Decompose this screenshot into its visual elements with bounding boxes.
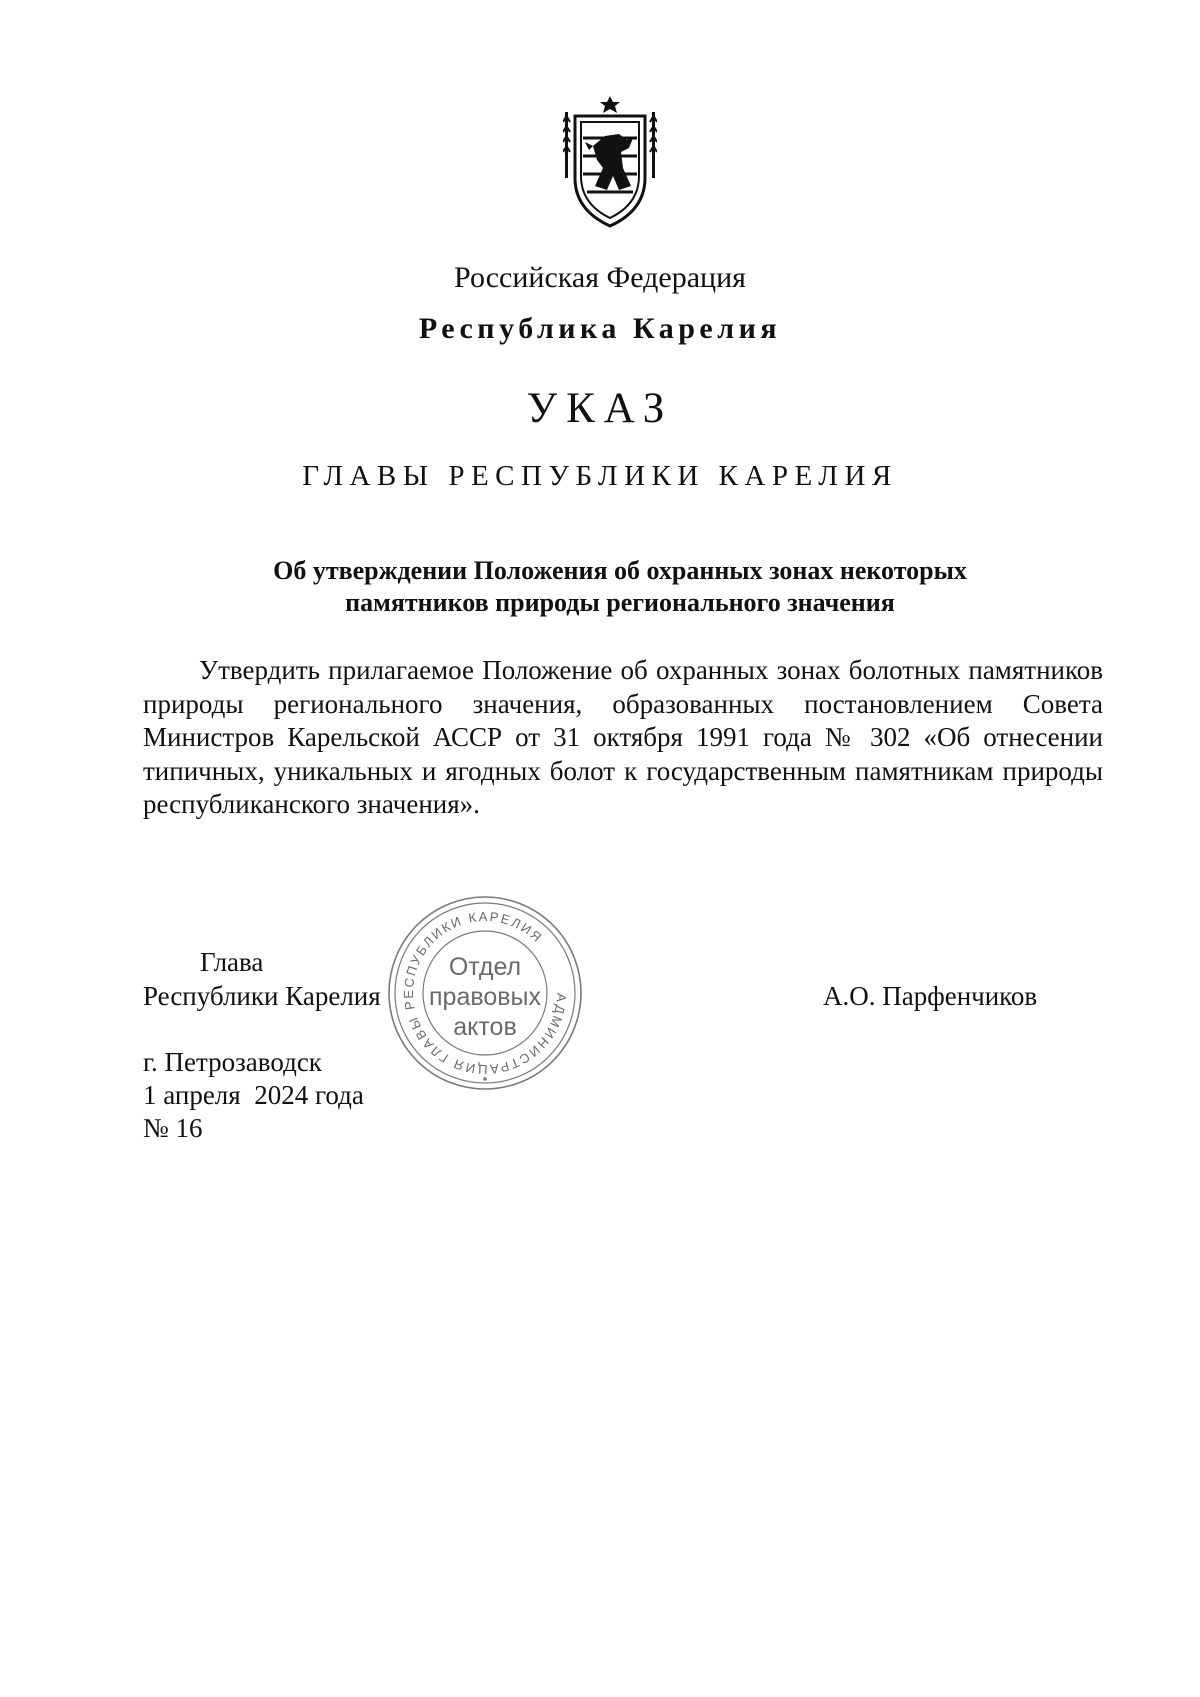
karelia-coat-of-arms-icon: [563, 94, 657, 228]
official-stamp: [385, 893, 585, 1093]
stamp-center-text: Отдел: [448, 953, 522, 981]
document-title-line: памятников природы регионального значения: [345, 588, 895, 617]
issue-date: 1 апреля 2024 года: [143, 1080, 364, 1110]
body-paragraph: Утвердить прилагаемое Положение об охранных зонах болотных памятников природы регионального значения, образованных постановлением Совета Министров Карельской АССР от 31 октября 1991 года № 302 «Об отнесении типичных, уникальных и ягодных болот к государственным памятникам природы республиканского значения».: [143, 655, 1103, 820]
stamp-center-text: правовых: [429, 983, 541, 1011]
country-name: Российская Федерация: [454, 261, 746, 294]
document-title-line: Об утверждении Положения об охранных зонах некоторых: [273, 556, 967, 585]
region-name: Республика Карелия: [418, 312, 782, 345]
stamp-center-text: актов: [453, 1013, 517, 1041]
stamp-dot-icon: [483, 1077, 487, 1081]
signatory-name: А.О. Парфенчиков: [823, 981, 1038, 1011]
document-type: УКАЗ: [526, 385, 674, 432]
issue-place: г. Петрозаводск: [143, 1047, 322, 1077]
document-title: [140, 555, 1100, 619]
document-issuer: ГЛАВЫ РЕСПУБЛИКИ КАРЕЛИЯ: [302, 460, 898, 492]
signatory-role-region: Республики Карелия: [143, 981, 381, 1011]
signatory-role: Глава: [200, 947, 264, 977]
document-number: № 16: [143, 1113, 203, 1143]
stamp-ring-text: АДМИНИСТРАЦИЯ ГЛАВЫ РЕСПУБЛИКИ КАРЕЛИЯ: [400, 908, 570, 1078]
